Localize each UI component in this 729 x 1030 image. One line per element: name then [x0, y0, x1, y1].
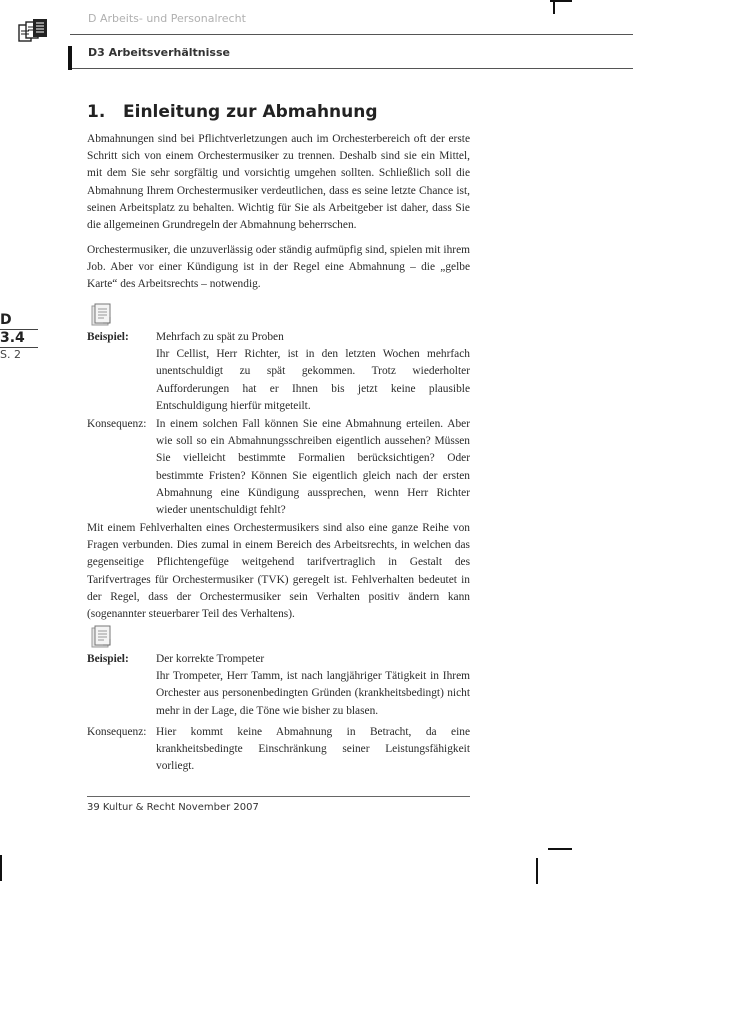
- section-heading: [87, 102, 378, 122]
- header-left-bar: [68, 46, 72, 70]
- paragraph-fehlverhalten: Mit einem Fehlverhalten eines Orchestermusikers sind also eine ganze Reihe von Fragen verbunden. Dies zumal in einem Bereich des Arbeitsrechts, in welchen das gegenseitige Pflichtengefüge weitgehend tarifvertraglich in Gestalt des Tarifvertrages für Orchestermusiker (TVK) geregelt ist. Fehlverhalten bedeutet in der Regel, dass der Orchestermusiker sein Verhalten positiv ändern kann (sogenannter steuerbarer Teil des Verhaltens).: [87, 522, 470, 621]
- crop-mark-right-bar: [536, 858, 538, 884]
- consequence-block: [87, 724, 470, 776]
- footer-rule: [87, 796, 470, 797]
- example-label: Beispiel:: [87, 331, 129, 343]
- header-bottom-rule: [70, 68, 633, 69]
- consequence-text: In einem solchen Fall können Sie eine Abmahnung erteilen. Aber wie soll so ein Abmahnungsschreiben eigentlich aussehen? Müssen Sie vielleicht bestimmte Formalien berücksichtigen? Oder bestimmte Fristen? Können Sie eigentlich gleich nach der ersten Abmahnung eine Kündigung aussprechen, wenn Herr Richter wieder unentschuldigt fehlt?: [156, 418, 470, 517]
- section-heading-text: Einleitung zur Abmahnung: [123, 102, 378, 122]
- example-label: Beispiel:: [87, 653, 129, 665]
- example-title: Der korrekte Trompeter: [156, 653, 265, 665]
- notepad-icon: [90, 303, 112, 327]
- document-stack-icon: [18, 18, 52, 48]
- example-text: Ihr Cellist, Herr Richter, ist in den letzten Wochen mehrfach unentschuldigt zu spät gekommen. Trotz wiederholter Aufforderungen hat er Ihnen bis jetzt keine plausible Entschuldigung hierfür mitgeteilt.: [156, 348, 470, 412]
- footer-text: 39 Kultur & Recht November 2007: [87, 802, 259, 813]
- consequence-text: Hier kommt keine Abmahnung in Betracht, da eine krankheitsbedingte Einschränkung seiner Leistungsfähigkeit vorliegt.: [156, 726, 470, 773]
- consequence-label: Konsequenz:: [87, 726, 147, 738]
- consequence-label: Konsequenz:: [87, 418, 147, 430]
- header-chapter: D Arbeits- und Personalrecht: [88, 12, 246, 25]
- example-title: Mehrfach zu spät zu Proben: [156, 331, 284, 343]
- example-body: [156, 329, 470, 415]
- header-top-rule: [70, 34, 633, 35]
- crop-mark-right-line: [548, 848, 572, 850]
- top-right-bar: [553, 0, 555, 14]
- paragraph-job: Orchestermusiker, die unzuverlässig oder ständig aufmüpfig sind, spielen mit ihrem Job. Aber vor einer Kündigung ist in der Regel eine Abmahnung – die „gelbe Karte“ des Arbeitsrechts – notwendig.: [87, 244, 470, 291]
- side-register-tab: [0, 312, 50, 362]
- header-section: D3 Arbeitsverhältnisse: [88, 46, 230, 59]
- notepad-icon: [90, 625, 112, 649]
- example-block: [87, 329, 470, 415]
- side-tab-page: S. 2: [0, 348, 21, 361]
- section-heading-number: 1.: [87, 102, 106, 122]
- paragraph-intro: Abmahnungen sind bei Pflichtverletzungen auch im Orchesterbereich oft der erste Schritt sich von einem Orchestermusiker zu trennen. Deshalb sind sie ein Mittel, mit dem Sie sehr sorgfältig und vorsichtig umgehen sollten. Schließlich soll die Abmahnung Ihrem Orchestermusiker verdeutlichen, dass es seine letzte Chance ist, seinen Arbeitsplatz zu behalten. Wichtig für Sie als Arbeitgeber ist daher, dass Sie die allgemeinen Grundregeln der Abmahnung beherrschen.: [87, 133, 470, 232]
- crop-mark-left: [0, 855, 2, 881]
- example-block: [87, 651, 470, 720]
- example-body: [156, 651, 470, 720]
- consequence-block: [87, 416, 470, 519]
- side-tab-section: 3.4: [0, 330, 25, 346]
- example-text: Ihr Trompeter, Herr Tamm, ist nach langjähriger Tätigkeit in Ihrem Orchester aus personenbedingten Gründen (krankheitsbedingt) nicht mehr in der Lage, die Töne wie bisher zu blasen.: [156, 670, 470, 717]
- side-tab-chapter: D: [0, 312, 12, 328]
